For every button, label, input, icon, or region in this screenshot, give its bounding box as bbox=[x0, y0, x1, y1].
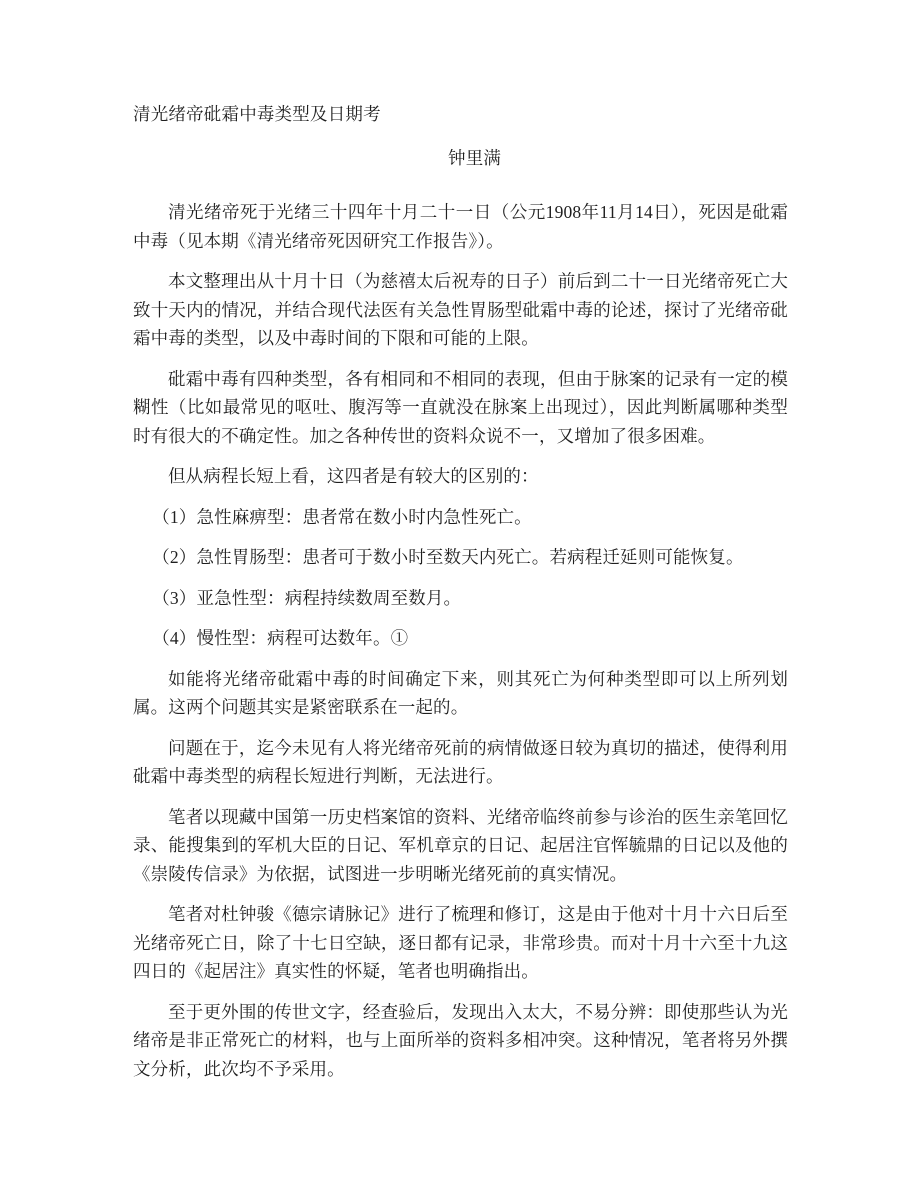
page-title: 清光绪帝砒霜中毒类型及日期考 bbox=[133, 104, 381, 124]
document-body bbox=[133, 198, 788, 1083]
list-item: （2）急性胃肠型：患者可于数小时至数天内死亡。若病程迁延则可能恢复。 bbox=[152, 547, 744, 567]
author-byline: 钟里满 bbox=[448, 148, 502, 168]
paragraph: 砒霜中毒有四种类型，各有相同和不相同的表现，但由于脉案的记录有一定的模糊性（比如最常见的呕吐、腹泻等一直就没在脉案上出现过），因此判断属哪种类型时有很大的不确定性。加之各种传世的资料众说不一，又增加了很多困难。 bbox=[133, 368, 788, 446]
paragraph: 本文整理出从十月十日（为慈禧太后祝寿的日子）前后到二十一日光绪帝死亡大致十天内的情况，并结合现代法医有关急性胃肠型砒霜中毒的论述，探讨了光绪帝砒霜中毒的类型，以及中毒时间的下限和可能的上限。 bbox=[133, 271, 788, 348]
paragraph: 清光绪帝死于光绪三十四年十月二十一日（公元1908年11月14日），死因是砒霜中毒（见本期《清光绪帝死因研究工作报告》）。 bbox=[133, 202, 788, 251]
paragraph: 但从病程长短上看，这四者是有较大的区别的： bbox=[168, 466, 539, 486]
paragraph: 如能将光绪帝砒霜中毒的时间确定下来，则其死亡为何种类型即可以上所列划属。这两个问题其实是紧密联系在一起的。 bbox=[133, 668, 788, 717]
paragraph: 问题在于，迄今未见有人将光绪帝死前的病情做逐日较为真切的描述，使得利用砒霜中毒类型的病程长短进行判断，无法进行。 bbox=[133, 737, 788, 786]
paragraph: 笔者以现藏中国第一历史档案馆的资料、光绪帝临终前参与诊治的医生亲笔回忆录、能搜集到的军机大臣的日记、军机章京的日记、起居注官恽毓鼎的日记以及他的《崇陵传信录》为依据，试图进一步明晰光绪死前的真实情况。 bbox=[133, 806, 788, 884]
list-item: （3）亚急性型：病程持续数周至数月。 bbox=[152, 587, 462, 608]
list-item: （4）慢性型：病程可达数年。① bbox=[152, 628, 409, 648]
list-item: （1）急性麻痹型：患者常在数小时内急性死亡。 bbox=[152, 506, 532, 527]
document-content bbox=[133, 100, 788, 1083]
paragraph: 至于更外围的传世文字，经查验后，发现出入太大，不易分辨：即使那些认为光绪帝是非正常死亡的材料，也与上面所举的资料多相冲突。这种情况，笔者将另外撰文分析，此次均不予采用。 bbox=[133, 1001, 788, 1079]
paragraph: 笔者对杜钟骏《德宗请脉记》进行了梳理和修订，这是由于他对十月十六日后至光绪帝死亡日，除了十七日空缺，逐日都有记录，非常珍贵。而对十月十六至十九这四日的《起居注》真实性的怀疑，笔者也明确指出。 bbox=[133, 904, 788, 981]
